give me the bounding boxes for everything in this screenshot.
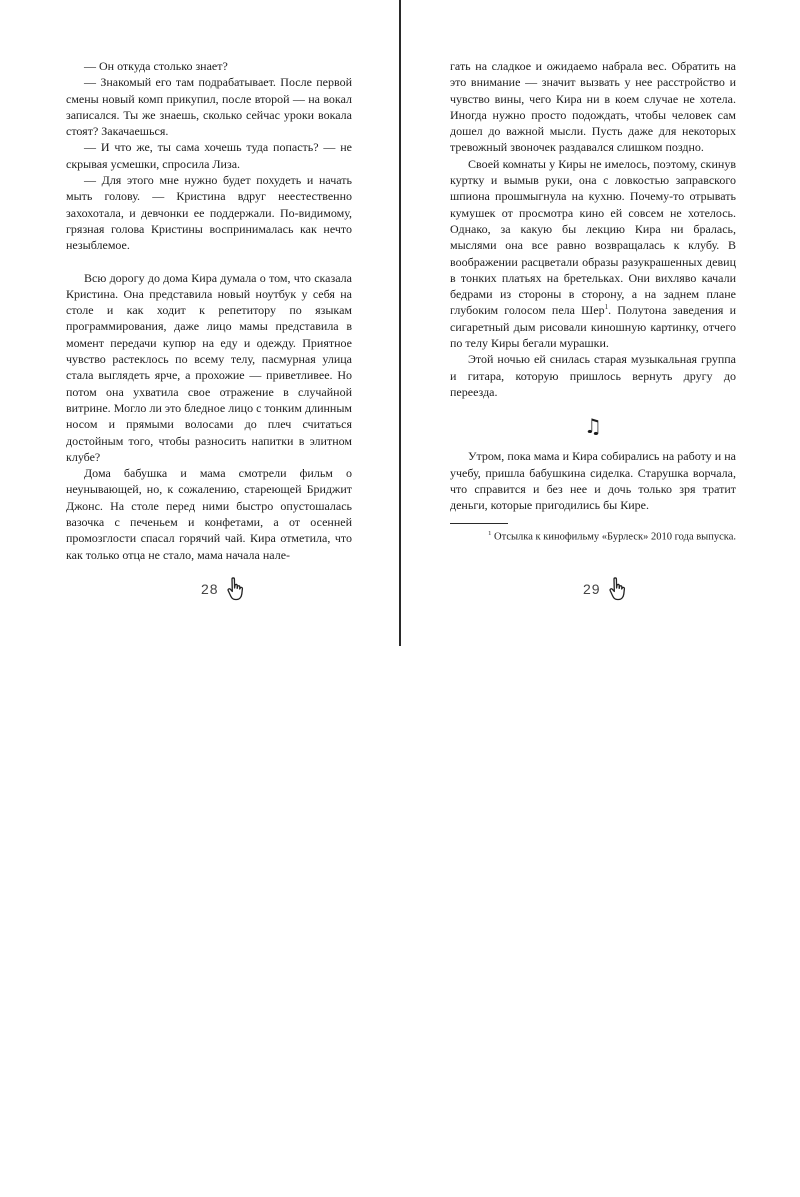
paragraph-text: . Полутона заведения и сигаретный дым рисовали киношную картинку, отчего по телу Киры бегали мурашки.: [450, 303, 736, 351]
pointing-hand-icon: [609, 576, 633, 602]
paragraph: — Знакомый его там подрабатывает. После первой смены новый комп прикупил, после второй — на вокал записался. Ты же знаешь, сколько сейчас уроки вокала стоят? Закачаешься.: [66, 75, 352, 139]
left-page: [66, 58, 352, 563]
footnote-text: Отсылка к кинофильму «Бурлеск» 2010 года выпуска.: [491, 531, 736, 543]
right-page-footer: [583, 576, 633, 602]
page-number: 28: [201, 581, 219, 597]
footnote: [450, 527, 736, 545]
paragraph: гать на сладкое и ожидаемо набрала вес. Обратить на это внимание — значит вызвать у нее расстройство и чувство вины, чего Кира ни в коем случае не хотела. Иногда нужно просто подождать, чтобы человек сам дошел до важной мысли. Пусть даже для некоторых тревожный звоночек раздавался слишком поздно.: [450, 59, 736, 155]
paragraph: Дома бабушка и мама смотрели фильм о неунывающей, но, к сожалению, стареющей Бриджит Джонс. На столе перед ними быстро опустошалась вазочка с печеньем и конфетами, а от осенней промозглости спасал горячий чай. Кира отметила, что как только отца не стало, мама начала нале-: [66, 466, 352, 562]
page-number: 29: [583, 581, 601, 597]
paragraph: — Он откуда столько знает?: [84, 59, 228, 73]
footnote-reference[interactable]: 1: [604, 303, 609, 312]
gutter-divider: [399, 0, 401, 646]
paragraph-text: Своей комнаты у Киры не имелось, поэтому, скинув куртку и вымыв руки, она с ловкостью заправского шпиона прошмыгнула на кухню. Почему-то отрывать кумушек от просмотра кино ей совсем не хотелось. Однако, за какую бы лекцию Кира ни бралась, мыслями она все равно возвращалась к клубу. В воображении расцветали образы разукрашенных девиц в тонких платьях на бретельках. Они вихляво качали бедрами из стороны в сторону, а на заднем плане глубоким голосом пела Шер: [450, 156, 736, 318]
right-page: [450, 58, 736, 545]
pointing-hand-icon: [227, 576, 251, 602]
paragraph: Утром, пока мама и Кира собирались на работу и на учебу, пришла бабушкина сиделка. Старушка ворчала, что справится и без нее и дочь только зря тратит деньги, которые пригодились бы Кире.: [450, 449, 736, 513]
left-page-text: [66, 58, 352, 563]
paragraph: Этой ночью ей снилась старая музыкальная группа и гитара, которую пришлось вернуть другу до переезда.: [450, 352, 736, 399]
paragraph: Всю дорогу до дома Кира думала о том, что сказала Кристина. Она представила новый ноутбук у себя на столе и как ходит к репетитору по языкам программирования, даже лицо мамы представила в момент передачи купюр на еду и одежду. Приятное чувство растеклось по всему телу, пасмурная улица стала выглядеть ярче, а прохожие — приветливее. Но потом она ухватила свое отражение в случайной витрине. Могло ли это бледное лицо с тонким длинным носом и прямыми волосами до плеч считаться достойным того, чтобы разносить напитки в элитном клубе?: [66, 270, 352, 464]
footnote-divider: [450, 523, 508, 524]
footnote-marker: 1: [488, 530, 492, 538]
paragraph-with-footnote: [450, 156, 736, 352]
paragraph: — И что же, ты сама хочешь туда попасть? — не скрывая усмешки, спросила Лиза.: [66, 140, 352, 171]
left-page-footer: [201, 576, 251, 602]
paragraph: — Для этого мне нужно будет похудеть и начать мыть голову. — Кристина вдруг неестественно захохотала, и девчонки ее поддержали. По-видимому, грязная голова Кристины воспринималась как нечто незыблемое.: [66, 173, 352, 253]
right-page-text: [450, 58, 736, 545]
music-note-icon: ♫: [584, 414, 602, 439]
